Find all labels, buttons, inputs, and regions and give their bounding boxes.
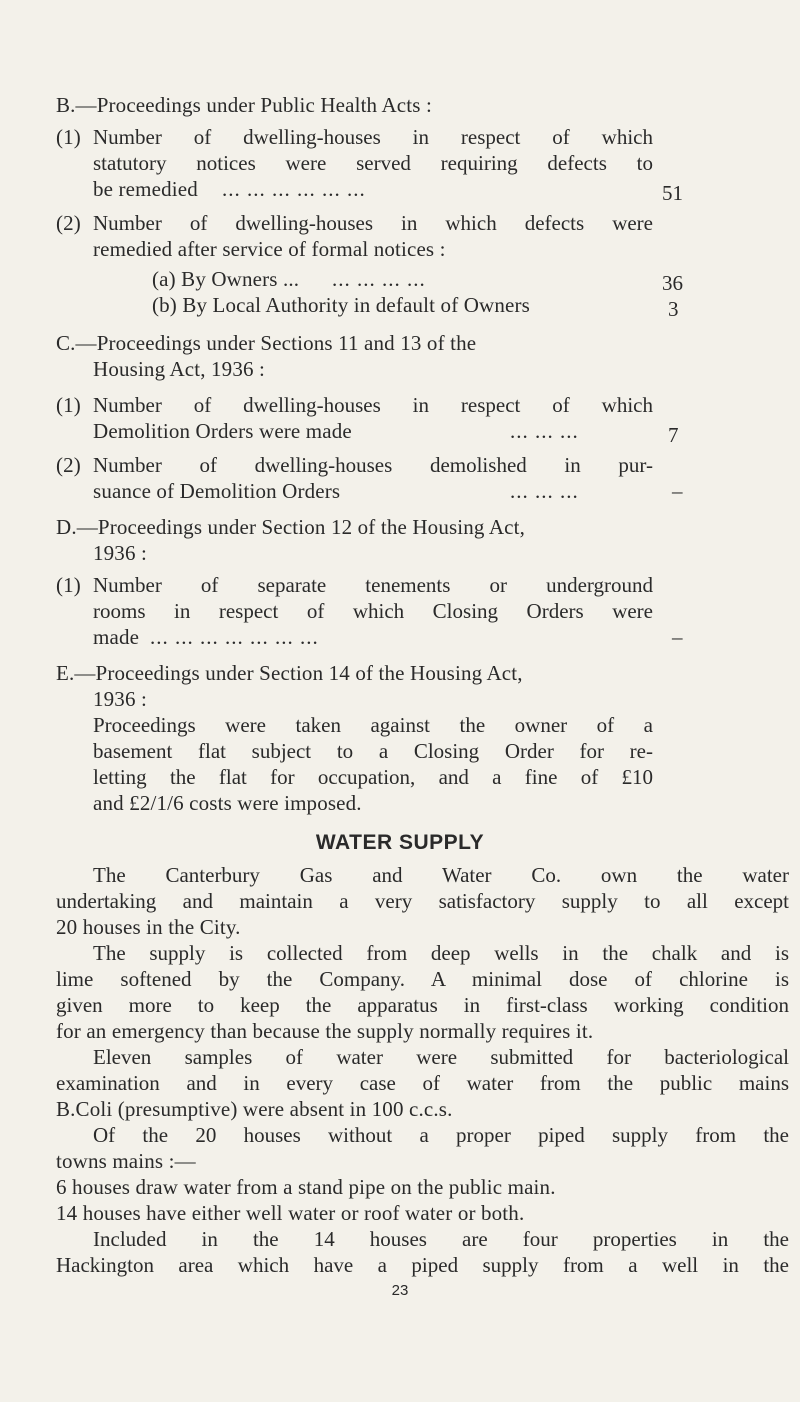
paragraph-line: undertaking and maintain a very satisfactory supply to all except [56,889,789,913]
value-3: 3 [668,297,679,321]
text-line: Number of dwelling-houses demolished in pur- [93,453,653,477]
text-line: Number of separate tenements or underground [93,573,653,597]
text-line: Proceedings were taken against the owner of a [93,713,653,737]
section-e-title-cont: 1936 : [93,687,147,711]
paragraph-line: given more to keep the apparatus in first-class working condition [56,993,789,1017]
paragraph-line: The Canterbury Gas and Water Co. own the water [93,863,789,887]
section-e-title: E.—Proceedings under Section 14 of the Housing Act, [56,661,523,685]
sub-item-a: (a) By Owners ... [152,267,300,291]
section-b-title: B.—Proceedings under Public Health Acts : [56,93,432,117]
leader-dots: ... ... ... ... ... ... [222,177,366,201]
text-line: basement flat subject to a Closing Order for re- [93,739,653,763]
value-7: 7 [668,423,679,447]
item-number: (1) [56,573,81,597]
text-line: Number of dwelling-houses in respect of which [93,125,653,149]
item-number: (1) [56,125,81,149]
section-c-title-cont: Housing Act, 1936 : [93,357,266,381]
paragraph-line: Of the 20 houses without a proper piped supply from the [93,1123,789,1147]
paragraph-line: for an emergency than because the supply normally requires it. [56,1019,594,1043]
leader-dots: ... ... ... [510,419,579,443]
value-dash: – [672,479,683,503]
paragraph-line: Included in the 14 houses are four properties in the [93,1227,789,1251]
section-d-title-cont: 1936 : [93,541,147,565]
water-supply-heading: WATER SUPPLY [315,831,485,854]
paragraph-line: B.Coli (presumptive) were absent in 100 c.c.s. [56,1097,453,1121]
item-number: (1) [56,393,81,417]
paragraph-line: Eleven samples of water were submitted for bacteriological [93,1045,789,1069]
section-c-title: C.—Proceedings under Sections 11 and 13 of the [56,331,477,355]
item-number: (2) [56,211,81,235]
section-d-title: D.—Proceedings under Section 12 of the Housing Act, [56,515,525,539]
paragraph-line: lime softened by the Company. A minimal dose of chlorine is [56,967,789,991]
paragraph-line: Hackington area which have a piped supply from a well in the [56,1253,789,1277]
paragraph-line: towns mains :— [56,1149,196,1173]
paragraph-line: 14 houses have either well water or roof water or both. [56,1201,525,1225]
text-line: Number of dwelling-houses in which defects were [93,211,653,235]
paragraph-line: The supply is collected from deep wells in the chalk and is [93,941,789,965]
text-line: rooms in respect of which Closing Orders were [93,599,653,623]
value-dash: – [672,625,683,649]
page-number: 23 [391,1282,409,1299]
text-line: statutory notices were served requiring defects to [93,151,653,175]
text-line: be remedied [93,177,198,201]
leader-dots: ... ... ... ... [332,267,426,291]
text-line: Demolition Orders were made [93,419,352,443]
value-36: 36 [662,271,683,295]
text-line: and £2/1/6 costs were imposed. [93,791,362,815]
sub-item-b: (b) By Local Authority in default of Owners [152,293,530,317]
paragraph-line: 6 houses draw water from a stand pipe on the public main. [56,1175,556,1199]
paragraph-line: examination and in every case of water from the public mains [56,1071,789,1095]
text-line: letting the flat for occupation, and a fine of £10 [93,765,653,789]
text-line: suance of Demolition Orders [93,479,341,503]
text-line: Number of dwelling-houses in respect of which [93,393,653,417]
text-line: remedied after service of formal notices : [93,237,446,261]
item-number: (2) [56,453,81,477]
leader-dots: ... ... ... [510,479,579,503]
text-line: made [93,625,140,649]
paragraph-line: 20 houses in the City. [56,915,241,939]
value-51: 51 [662,181,683,205]
leader-dots: ... ... ... ... ... ... ... [150,625,319,649]
